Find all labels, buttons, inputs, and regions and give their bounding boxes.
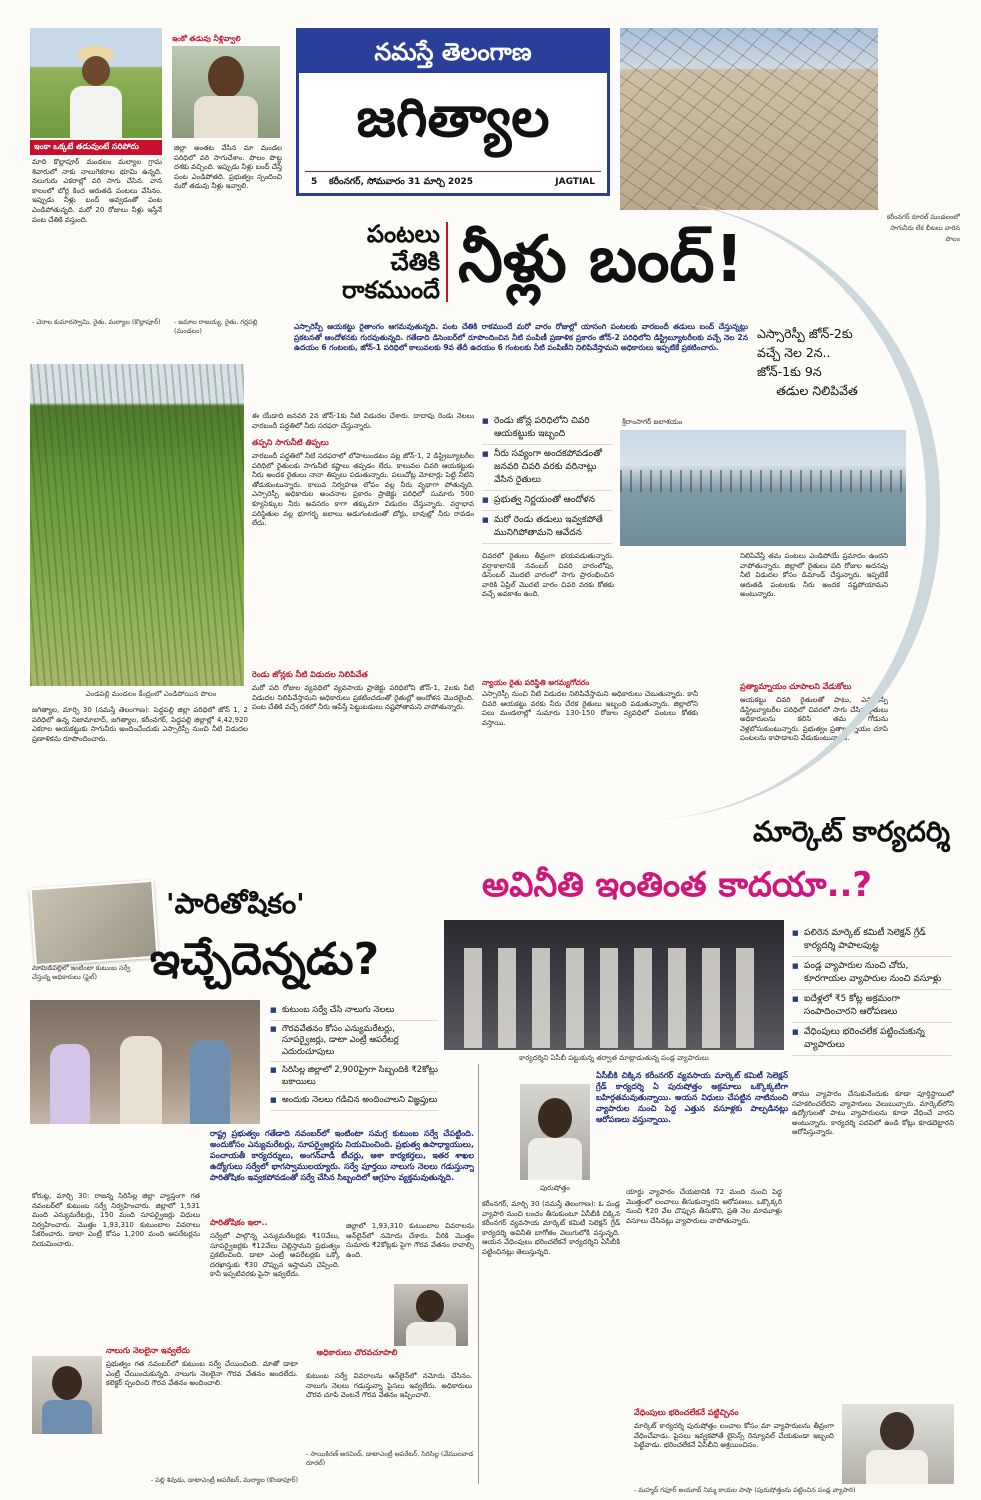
market-right-body: తాము వ్యాపారం చేసుకునేందుకు కూడా పూర్తిస్థాయిలో సహకరించలేదని వ్యాపారులు వెలుబుచ్చారు. మార్కెట్‌లోని ఉద్యోగులతో పాటు వ్యాపారులను కూడా వేధించే వారని అంటున్నారు. కార్యదర్శి పదవిలో ఉండి కోట్లు కూడబెట్టారని ఆరోపిస్తున్నారు. (792, 1090, 954, 1137)
market-headline: అవినీతి ఇంతింత కాదయా..? (482, 865, 873, 905)
column-rule (478, 1064, 479, 1484)
lead-body-1: ఈ యేడాది జనవరి 2న జోన్-1కు నీటి విడుదల చేశారు. దాదాపు రెండు నెలలు వారబందీ పద్ధతిలో నీరు సరఫరా చేస్తున్నారు. (252, 412, 474, 430)
cash-caption: మామిడిపల్లిలో ఇంటింటా కుటుంబ సర్వే చేస్తున్న అధికారులు (ఫైల్) (32, 964, 131, 981)
lead-body-3: మరో పది రోజుల వ్యవధిలో వ్యవసాయ ప్రాజెక్టు పరిధిలోని జోన్-1, 2లకు నీటి విడుదల నిలిపివేస్తామని అధికారులు ప్రకటించడంతో రైతుల్లో ఆందోళన మొదలైంది. పంట చేతికి వచ్చే దశలో నీరు ఆపేస్తే పెట్టుబడులు నష్టపోతామని వాపోతున్నారు. (252, 684, 474, 712)
dateline: కరీంనగర్, సోమవారం 31 మార్చి 2025 (329, 177, 473, 187)
kicker-line-2: చేతికి (390, 248, 440, 276)
market-bullets (792, 924, 952, 1056)
lead-intro: ఎస్సారెస్పీ ఆయకట్టు రైతాంగం ఆగమవుతున్నది. పంట చేతికి రాకముందే మరో వారం రోజుల్లో యాసంగి పంటలకు వారబందీ తడులు బంద్ చేస్తున్నట్లు ప్రకటనతో ఆందోళనకు గురవుతున్నది. గతేడాది డిసెంబర్‌లో రూపొందించిన నీటి పంపిణీ ప్రణాళిక ప్రకారం జోన్-2 పరిధిలోని డిస్ట్రిబ్యూటరీలకు వచ్చే నెల 2న ఉదయం 6 గంటలకు, జోన్-1 పరిధిలో కాలువలకు 9వ తేదీ ఉదయం 6 గంటలకు నీటి పంపిణీని నిలిపివేస్తామని అధికారులు ఇప్పటికే ప్రకటించారు. (294, 322, 748, 352)
survey-quote-label: అధికారులు చొరవచూపాలి (316, 1348, 398, 1357)
secretary-photo (520, 1084, 590, 1180)
second-farmer-photo (172, 46, 280, 138)
survey-bullet-3: ■ సిరిసిల్ల జిల్లాలో 2,900ప్రైగా సిబ్బందికి ₹2కోట్లు బకాయిలు (270, 1062, 438, 1092)
market-sign: - మహ్మద్ గఫూర్ అయూబ్ నిమ్మ కాయల పాషా (పురుషోత్తంను పట్టించిన పండ్ల వ్యాపారి) (634, 1486, 856, 1494)
farmer-photo (30, 28, 162, 138)
survey-bullets (270, 1002, 438, 1111)
masthead (296, 28, 610, 196)
lead-sub-4: ప్రత్యామ్నాయం చూపాలని వేడుకోలు (740, 682, 852, 691)
second-quote-heading: ఇంకో తడువు నీళ్లివ్వాలి (172, 34, 241, 43)
dam-caption: శ్రీరాంసాగర్ జలాశయం (622, 418, 683, 426)
side-deck-1: ఎస్సారెస్పీ జోన్-2కు (757, 326, 853, 341)
region-label: JAGTIAL (555, 177, 595, 187)
market-deck: ఏసీబీకి చిక్కిన కరీంనగర్ వ్యవసాయ మార్కెట్ కమిటీ సెలెక్షన్ గ్రేడ్ కార్యదర్శి ఏ పురుషోత్తం అక్రమాలు ఒక్కొక్కటిగా బహిర్గతమవుతున్నాయి. అయన విధులు చేపట్టిన నాటినుంచి వ్యాపారుల నుంచి పెద్ద ఎత్తున వసూళ్లకు పాల్పడినట్లు ఆరోపణలు వస్తున్నాయి. (596, 1071, 788, 1124)
side-deck-3: జోన్-1కు 9న (757, 364, 822, 379)
survey-bottom-photo (32, 1356, 102, 1434)
farmer-quote-text: మాది కొల్లాపూర్ మండలం మల్యాల గ్రామ శివారులో నాకు నాలుగెకరాల భూమి ఉన్నది. నలుగురు ఎకరాల్లో వరి సాగు చేసిన. వాన కాలంలో బోర్ల కింద ఆరుతడి పంటలు వేసినం. ఇప్పుడు నీళ్లు బంద్ అవ్వడంతో పంట ఎండిపోతున్నది. మరో 20 రోజులు నీళ్లు ఇస్తేనే పంట చేతికి వస్తుంది. (32, 158, 162, 224)
cracked-field-photo (620, 28, 878, 210)
side-deck-2: వచ్చే నెల 2న.. (757, 345, 831, 360)
market-bullet-3: ■ ఐదేళ్లలో ₹5 కోట్ల అక్రమంగా సంపాదించారని ఆరోపణలు (792, 990, 952, 1023)
survey-quote-text: కుటుంబ సర్వే వివరాలను ఆన్‌లైన్‌లో నమోదు చేసినం. నాలుగు నెలలు గడుస్తున్నా పైసలు ఇవ్వలేదు. అధికారులు చొరవ చూపి వెంటనే గౌరవ వేతనం ఇప్పించాలి. (306, 1372, 472, 1400)
masthead-edition: జగిత్యాల (356, 86, 550, 149)
lead-bullet-2: ■ నీరు సవ్యంగా అందకపోవడంతో జనవరి చివరి వరకు వరినాట్లు వేసిన రైతులు (482, 445, 612, 491)
survey-photo (30, 1000, 260, 1124)
lead-body-4: జగిత్యాల, మార్చి 30 (నమస్తే తెలంగాణ): పెద్దపల్లి జిల్లా పరిధిలో జోన్ 1, 2 పరిధిలో ఉన్న నిజామాబాద్, జగిత్యాల, కరీంనగర్, పెద్దపల్లి జిల్లాల్లో 4,42,920 ఎకరాల ఆయకట్టుకు సాగునీరు అందించేందుకు ఎస్సారెస్పీ నుంచి నీటి విడుదల ప్రణాళికను రూపొందించారు. (32, 706, 248, 743)
lead-body-2: వారబందీ పద్ధతిలో నీటి సరఫరాలో లోపాలుండటం వల్ల జోన్-1, 2 డిస్ట్రిబ్యూటరీల పరిధిలో రైతులకు సాగునీటి కష్టాలు తప్పడం లేదు. కాలువల చివరి ఆయకట్టుకు నీరు అందక రైతులు నానా తిప్పలు పడుతున్నారు. పలుచోట్ల మోటార్లు పెట్టి నీటిని తోడుకుంటున్నారు. కాలువ నిర్వహణ లోపం వల్ల నీరు వృథాగా పోతున్నది. ఎస్సారెస్పీ అధికారుల అంచనాల ప్రకారం ప్రాజెక్టు పరిధిలో సుమారు 500 క్యూసెక్కుల నీరు అవసరం కాగా తక్కువగా విడుదల చేస్తున్నారు. వర్షాభావ పరిస్థితుల వల్ల భూగర్భ జలాలు అడుగంటడంతో బోర్లు, బావుల్లో నీరు రావడం లేదు. (252, 452, 474, 528)
lead-body-3b (252, 750, 474, 840)
lead-sub-2: రెండు జోన్లకు నీటి విడుదల నిలిపివేత (252, 670, 368, 679)
secretary-caption: పురుషోత్తం (540, 1184, 570, 1192)
survey-headline: ఇచ్చేదెన్నడు? (150, 934, 380, 985)
second-quote-text: జిల్లా అంతట వేసిన మా మండల పరిధిలో వరి సాగుచేశాం. పొలం పొట్ట దశకు వచ్చింది. ఇప్పుడు నీళ్లు బంద్ చేస్తే పంట ఎండిపోతది. ప్రభుత్వం స్పందించి మరో తడువు నీళ్లు ఇవ్వాలి. (174, 144, 282, 191)
survey-deck: రాష్ట్ర ప్రభుత్వం గతేడాది నవంబర్‌లో ఇంటింటా సమగ్ర కుటుంబ సర్వే చేపట్టింది. అందుకోసం ఎన్యుమరేటర్లు, సూపర్వైజర్లను నియమించింది. ప్రభుత్వ ఉపాధ్యాయులు, పంచాయతీ కార్యదర్శులు, అంగన్‌వాడీ టీచర్లు, ఆశా కార్యకర్తలు, ఇతర శాఖల ఉద్యోగులు సర్వేలో భాగస్వాములయ్యారు. సర్వే పూర్తయి నాలుగు నెలలు గడుస్తున్నా పారితోషికం ఇవ్వకపోవడంతో సర్వే చేసిన సిబ్బందిలో ఆగ్రహం వ్యక్తమవుతున్నది. (210, 1129, 474, 1182)
market-bullet-4: ■ వేధింపులు భరించలేక పట్టించుకున్న వ్యాపారులు (792, 1023, 952, 1056)
survey-body-2: సర్వేలో పాల్గొన్న ఎన్యుమరేటర్లకు ₹10వేలు, సూపర్వైజర్లకు ₹12వేలు చెల్లిస్తామని ప్రభుత్వం ప్రకటించింది. డాటా ఎంట్రీ ఆపరేటర్లకు ఒక్కో దరఖాస్తుకు ₹30 చొప్పున ఇస్తామని చెప్పింది. కానీ ఇప్పటివరకు పైసా ఇవ్వలేదు. (210, 1232, 340, 1279)
lead-body-6: ఎస్సారెస్పీ నుంచి నీటి విడుదల నిలిపివేస్తామని అధికారులు చెబుతున్నారు. కానీ చివరి ఆయకట్టు వరకు నీరు చేరక రైతులు ఇబ్బంది పడుతున్నారు. జిల్లాలోని పలు మండలాల్లో సుమారు 130-150 రోజుల వ్యవధిలో పంటలు కోతకు వస్తాయి. (482, 690, 698, 727)
kicker-line-3: రాకముందే (342, 276, 440, 304)
lead-headline: నీళ్లు బంద్! (458, 223, 744, 297)
survey-bullet-1: ■ కుటుంబ సర్వే చేసి నాలుగు నెలలు (270, 1002, 438, 1021)
market-bullet-2: ■ పండ్ల వ్యాపారుల నుంచి చోరు, కూరగాయల వ్యాపారుల నుంచి వసూళ్లు (792, 957, 952, 990)
cracked-field-caption: కరీంనగర్ రూరల్ మండలంలో సాగునీరు లేక బీటలు వారిన పొలం (886, 213, 960, 243)
cash-photo (29, 880, 158, 966)
vendor-photo (842, 1404, 954, 1484)
farmer-quote-heading: ఇంకా ఒక్కటే తడువుంటే సరిపోదు (30, 140, 162, 155)
lead-bullet-1: ■ రెండు జోన్ల పరిధిలోని చివరి ఆయకట్టుకు ఇబ్బంది (482, 412, 612, 445)
survey-kicker: 'పారితోషికం' (166, 887, 305, 920)
lead-bullet-3: ■ ప్రభుత్వ నిర్ణయంతో ఆందోళన (482, 491, 612, 511)
second-quote-sign: - జమాల రాజయ్య, రైతు, గర్లపల్లి (మండలం) (174, 318, 258, 335)
market-kicker: మార్కెట్ కార్యదర్శి (752, 815, 950, 848)
survey-bottom-label: నాలుగు నెలలైనా ఇవ్వలేదు (106, 1346, 190, 1355)
kicker-line-1: పంటలు (366, 220, 440, 248)
lead-body-5: చివరలో రైతులు తీవ్రంగా భయపడుతున్నారు. వర్షాకాలానికి నవంబర్ చివరి వారంలోపు, డిసెంబర్ మొదటి వారంలో సాగు ప్రారంభించిన వారికి ఏప్రిల్ మొదటి వారం చివరి వరకు కోతకు వచ్చే అవకాశం ఉంది. (482, 552, 614, 599)
side-deck-4: తడుల నిలిపివేత (776, 383, 858, 398)
paddy-field-caption: ఎండపల్లి మండలం కేంద్రంలో ఎండిపోయిన పొలం (85, 690, 217, 698)
lead-bullet-4: ■ మరో రెండు తడులు ఇవ్వకపోతే మునిగిపోతామని ఆవేదన (482, 511, 612, 544)
market-right-body-2: మార్కెట్ కార్యదర్శి పురుషోత్తం లంచాల కోసం మా వ్యాపారులను తీవ్రంగా వేధించేవాడు. పైసలు ఇవ్వకపోతే లైసెన్స్ రెన్యూవల్ చేయకుండా ఇబ్బంది పెట్టేవాడు. భరించలేకనే ఏసీబీని ఆశ్రయించినం. (634, 1422, 834, 1450)
market-sub: వేధింపులు భరించలేకనే పట్టిచ్చినం (634, 1408, 739, 1417)
lead-body-7: నిలిపివేస్తే తమ పంటలు ఎండిపోయే ప్రమాదం ఉందని వాపోతున్నారు. జిల్లాలో రైతులు పది రోజుల అదనపు నీటి విడుదల కోసం డిమాండ్ చేస్తున్నారు. ఇప్పటికే ఆరుతడి పంటలకు నీరు అందక నష్టపోయామని అంటున్నారు. (740, 552, 888, 599)
paddy-field-photo (30, 364, 244, 686)
lead-bullets (482, 412, 612, 544)
survey-quote-photo (394, 1284, 468, 1346)
side-deck (757, 324, 877, 400)
farmer-quote-sign: - చెరాల కుమారస్వామి, రైతు, మల్యాల (కొల్లాపూర్) (32, 318, 161, 326)
survey-quote-sign: - సాయికిరణ్ అరవింద్, డాటాఎంట్రీ ఆపరేటర్, సిరిసిల్ల (వేములవాడ రూరల్) (306, 1450, 474, 1467)
market-photo-caption: కార్యదర్శిని ఏసీబీ పట్టుకున్న తర్వాత మాట్లాడుతున్న పండ్ల వ్యాపారులు (519, 1054, 709, 1062)
lead-sub-3: న్యాయం రైతు పరిస్థితి అగమ్యగోచరం (482, 678, 590, 687)
page-number: 5 (311, 177, 318, 187)
survey-body-3: జిల్లాలో 1,93,310 కుటుంబాల వివరాలను ఆన్‌లైన్‌లో నమోదు చేశారు. వీరికి మొత్తం సుమారు ₹2కోట్లకు పైగా గౌరవ వేతనం రావాల్సి ఉంది. (346, 1222, 474, 1259)
market-body-2: యార్డు వ్యాపారం చేయటానికి 72 మంది నుంచి పెద్ద మొత్తంలో లంచాలు తీసుకున్నారని ఆరోపణలు. ఒక్కొక్కరి నుంచి ₹20 వేల చొప్పున తీసుకొని, ప్రతి నెల మామూళ్లు వసూలు చేసినట్లు వ్యాపారులు వాపోతున్నారు. (626, 1188, 782, 1225)
lead-sub-1: తప్పని సాగునీటి తిప్పలు (252, 438, 329, 447)
dam-photo (620, 430, 906, 546)
masthead-brand: నమస్తే తెలంగాణ (299, 31, 607, 73)
kicker-divider (446, 222, 448, 302)
survey-body-1: కోరుట్ల, మార్చి 30: రాజన్న సిరిసిల్ల జిల్లా వ్యాప్తంగా గత నవంబర్‌లో కుటుంబ సర్వే నిర్వహించారు. జిల్లాలో 1,531 మంది ఎన్యుమరేటర్లు, 150 మంది సూపర్వైజర్లు విధులు నిర్వహించారు. మొత్తం 1,93,310 కుటుంబాల వివరాలు సేకరించారు. డాటా ఎంట్రీ కోసం 1,200 మంది ఆపరేటర్లను నియమించారు. (32, 1192, 200, 1248)
market-bullet-1: ■ పలిరెన మార్కెట్ కమిటీ సెలెక్షన్ గ్రేడ్ కార్యదర్శి పాపాలపుట్ట (792, 924, 952, 957)
survey-bullet-4: ■ అందుకు నెలలు గడిచిన అందించాలని విజ్ఞప్తులు (270, 1092, 438, 1111)
headline-kicker (330, 220, 440, 304)
lead-body-8: ఆయకట్టు చివరి రైతులతో పాటు, ఎస్సారెస్పీ డిస్ట్రిబ్యూటరీల పరిధిలో చివరలో సాగు చేసిన రైతులు అధికారులను కలిసి తమ గోడును వెళ్లబోసుకుంటున్నారు. ప్రభుత్వం ప్రత్యామ్నాయం చూపి పంటలను కాపాడాలని వేడుకుంటున్నారు. (740, 696, 888, 743)
survey-bottom-text: ప్రభుత్వం గత నవంబర్‌లో కుటుంబ సర్వే చేయించింది. మాతో డాటా ఎంట్రీ చేయించుకున్నది. నాలుగు నెలలైనా గౌరవ వేతనం అందలేదు. కలెక్టర్ స్పందించి గౌరవ వేతనం అందించాలి. (106, 1360, 298, 1388)
market-group-photo (444, 920, 784, 1050)
survey-bullet-2: ■ గౌరవవేతనం కోసం ఎన్యుమరేటర్లు, సూపర్వైజర్లు, డాటా ఎంట్రీ ఆపరేటర్ల ఎదురుచూపులు (270, 1021, 438, 1063)
market-body-1: కరీంనగర్, మార్చి 30 (నమస్తే తెలంగాణ): ఓ పండ్ల వ్యాపారి నుంచి లంచం తీసుకుంటూ ఏసీబీకి చిక్కిన కరీంనగర్ వ్యవసాయ మార్కెట్ కమిటీ సెలెక్షన్ గ్రేడ్ కార్యదర్శి అవినీతి బాగోతం వెలుగులోకి వస్తున్నది. ఆయన వేధింపులు భరించలేకనే కార్యదర్శిని ఏసీబీకి పట్టించినట్లు తెలుస్తున్నది. (482, 1200, 620, 1256)
survey-bottom-sign: - పల్లి శివుడు, డాటాఎంట్రీ ఆపరేటర్, మల్యాల (కొండాపూర్) (150, 1476, 298, 1484)
survey-sub-1: పారితోషికం ఇలా.. (210, 1218, 268, 1227)
